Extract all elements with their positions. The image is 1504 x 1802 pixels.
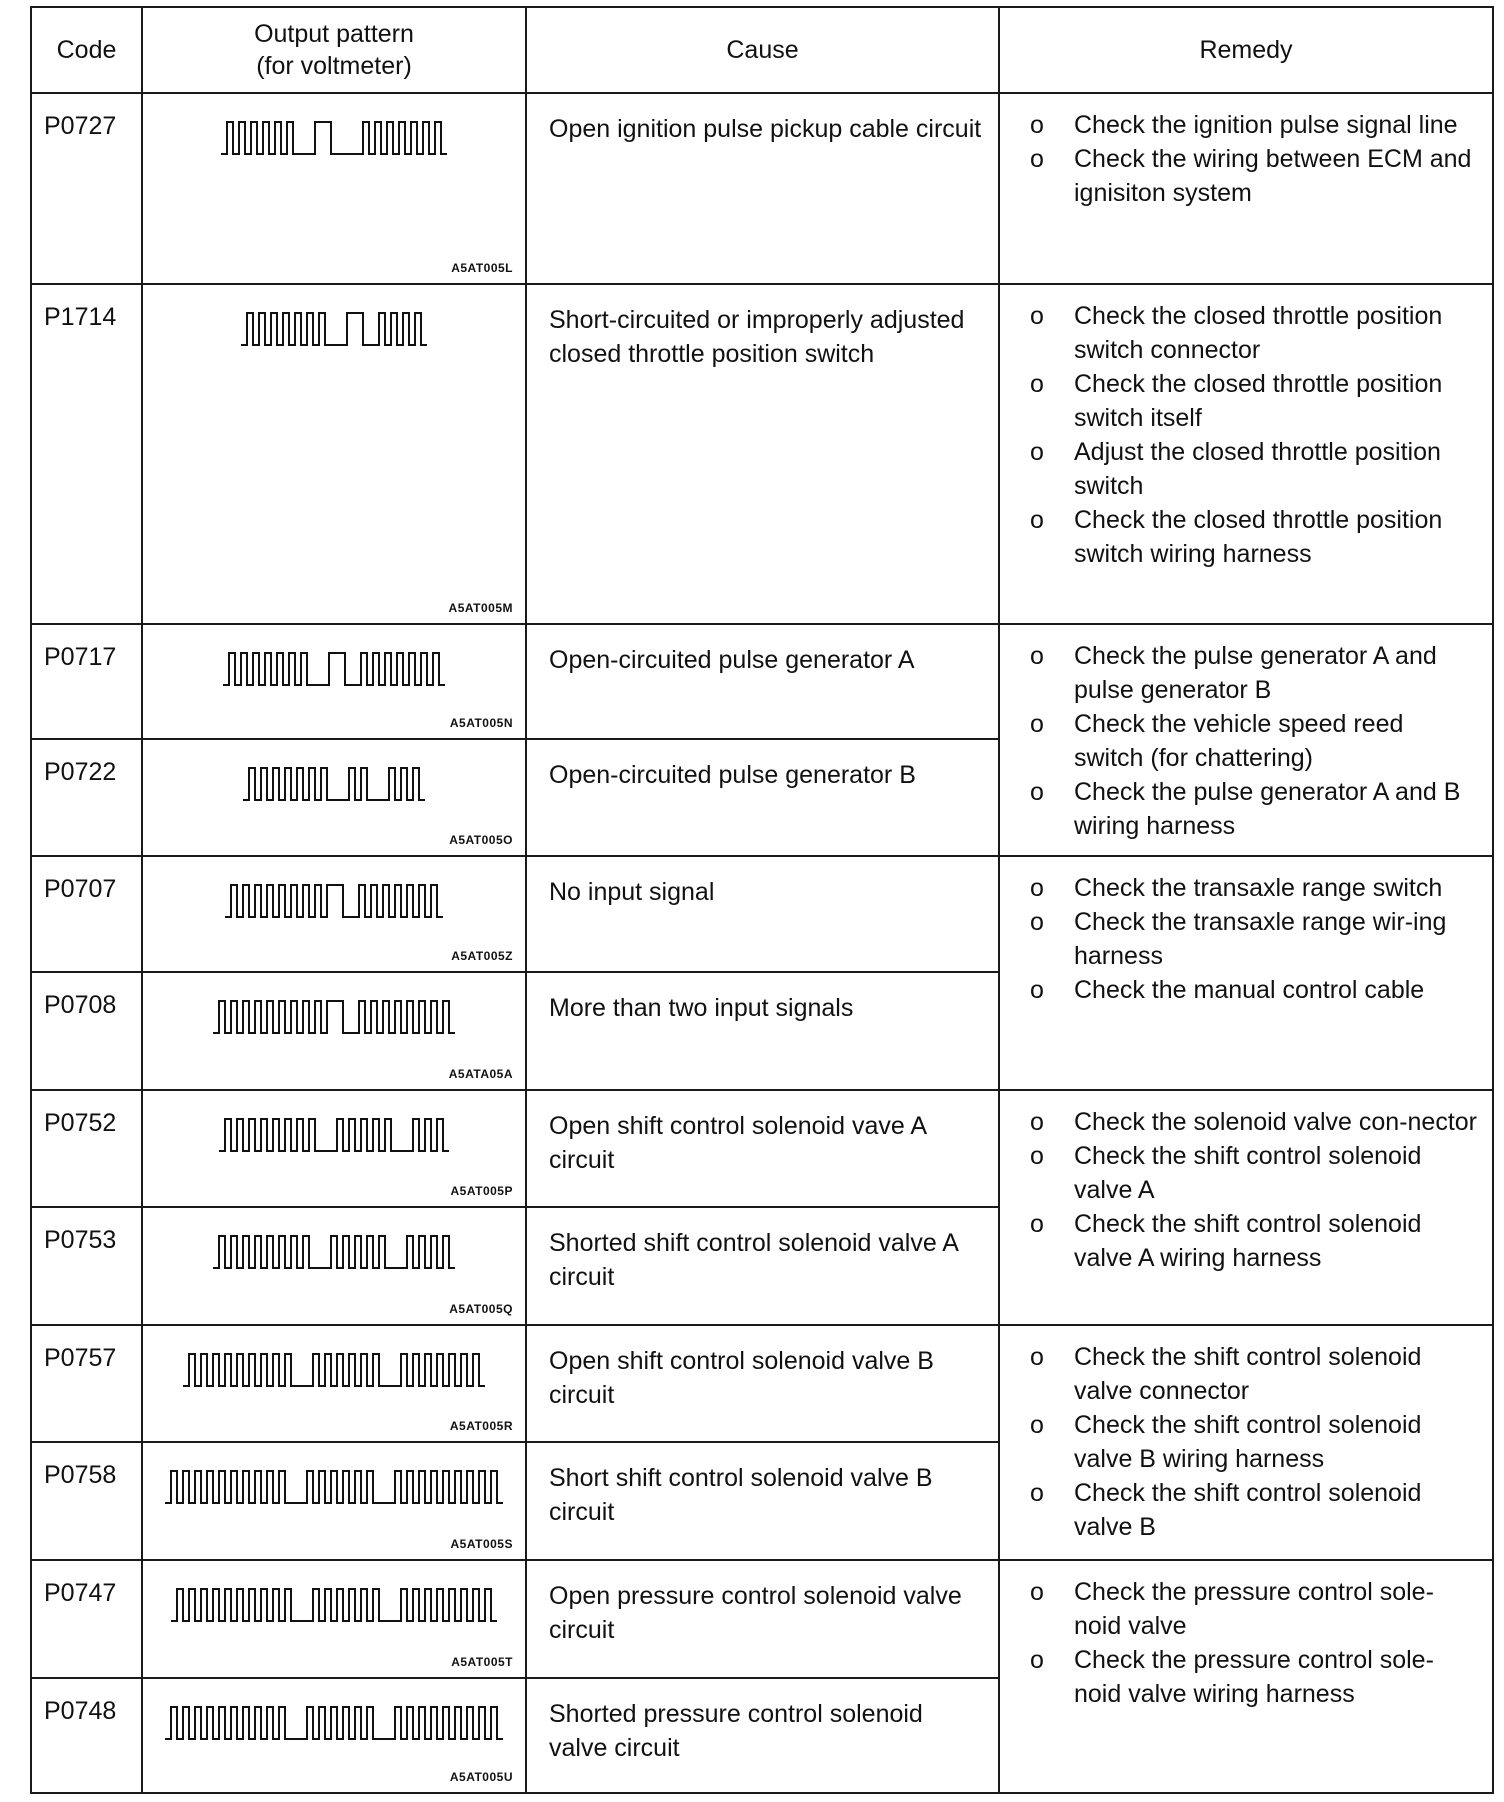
- dtc-code: P1714: [31, 284, 142, 625]
- waveform-path: [213, 1001, 455, 1033]
- bullet-mark: o: [1030, 1577, 1044, 1606]
- figure-id: A5AT005L: [451, 260, 513, 275]
- cause-text: No input signal: [526, 856, 999, 973]
- output-pattern-cell: [142, 972, 526, 1090]
- output-pattern-cell: [142, 1442, 526, 1560]
- dtc-code: P0753: [31, 1207, 142, 1325]
- voltmeter-waveform: [143, 740, 527, 840]
- remedy-item: [1024, 367, 1478, 435]
- cause-text: Shorted shift control solenoid valve A circuit: [526, 1207, 999, 1325]
- remedy-list: [1024, 1105, 1478, 1275]
- waveform-path: [165, 1707, 503, 1739]
- diagnostic-trouble-code-table: [30, 6, 1494, 1794]
- voltmeter-waveform: [143, 1091, 527, 1191]
- dtc-code: P0752: [31, 1090, 142, 1208]
- figure-id: A5AT005M: [448, 601, 513, 616]
- cause-text: More than two input signals: [526, 972, 999, 1090]
- remedy-list: [1024, 1575, 1478, 1711]
- voltmeter-waveform: [143, 1443, 527, 1543]
- remedy-text: Check the solenoid valve con-nector: [1074, 1107, 1478, 1136]
- table-row: [31, 1560, 1493, 1679]
- remedy-list: [1024, 1340, 1478, 1544]
- remedy-item: [1024, 871, 1478, 905]
- bullet-mark: o: [1030, 710, 1044, 739]
- output-pattern-cell: [142, 624, 526, 739]
- waveform-path: [225, 885, 443, 917]
- voltmeter-waveform: [143, 857, 527, 957]
- waveform-path: [171, 1589, 497, 1621]
- figure-id: A5AT005Q: [449, 1301, 513, 1316]
- dtc-code: P0708: [31, 972, 142, 1090]
- bullet-mark: o: [1030, 907, 1044, 936]
- remedy-item: [1024, 973, 1478, 1007]
- remedy-list: [1024, 108, 1478, 210]
- remedy-text: Check the shift control solenoid valve A: [1074, 1141, 1422, 1204]
- waveform-path: [221, 122, 447, 154]
- voltmeter-waveform: [143, 94, 527, 194]
- cause-text: Open ignition pulse pickup cable circuit: [526, 93, 999, 284]
- figure-id: A5AT005P: [450, 1184, 513, 1199]
- remedy-text: Check the vehicle speed reed switch (for chattering): [1074, 710, 1404, 773]
- figure-id: A5AT005U: [449, 1770, 513, 1784]
- bullet-mark: o: [1030, 778, 1044, 807]
- waveform-path: [223, 653, 445, 685]
- header-cause: Cause: [526, 7, 999, 93]
- bullet-mark: o: [1030, 1107, 1044, 1136]
- figure-id: A5AT005Z: [451, 949, 513, 964]
- remedy-item: [1024, 108, 1478, 142]
- output-pattern-cell: [142, 1207, 526, 1325]
- dtc-code: P0727: [31, 93, 142, 284]
- remedy-text: Check the shift control solenoid valve connector: [1074, 1342, 1422, 1405]
- remedy-text: Check the closed throttle position switch connector: [1074, 301, 1443, 364]
- bullet-mark: o: [1030, 873, 1044, 902]
- cause-text: Open pressure control solenoid valve circuit: [526, 1560, 999, 1679]
- table-row: [31, 1325, 1493, 1443]
- remedy-item: [1024, 1105, 1478, 1139]
- remedy-cell: [999, 856, 1493, 1090]
- figure-id: A5AT005R: [449, 1419, 513, 1434]
- remedy-text: Check the pressure control sole-noid valve wiring harness: [1074, 1645, 1434, 1708]
- dtc-code: P0722: [31, 739, 142, 856]
- bullet-mark: o: [1030, 642, 1044, 671]
- voltmeter-waveform: [143, 1679, 527, 1779]
- bullet-mark: o: [1030, 437, 1044, 466]
- remedy-text: Check the manual control cable: [1074, 975, 1425, 1004]
- remedy-text: Check the transaxle range wir-ing harness: [1074, 907, 1447, 970]
- remedy-item: [1024, 503, 1478, 571]
- remedy-text: Check the pulse generator A and B wiring harness: [1074, 778, 1461, 841]
- bullet-mark: o: [1030, 1141, 1044, 1170]
- remedy-list: [1024, 299, 1478, 571]
- remedy-text: Check the shift control solenoid valve A wiring harness: [1074, 1209, 1422, 1272]
- remedy-cell: [999, 1560, 1493, 1793]
- dtc-code: P0707: [31, 856, 142, 973]
- remedy-text: Check the pressure control sole-noid valve: [1074, 1577, 1434, 1640]
- table-row: [31, 624, 1493, 739]
- waveform-path: [213, 1236, 455, 1268]
- table-row: [31, 856, 1493, 973]
- output-pattern-cell: [142, 739, 526, 856]
- table-row: [31, 284, 1493, 625]
- table-row: [31, 1090, 1493, 1208]
- remedy-cell: [999, 93, 1493, 284]
- output-pattern-cell: [142, 1325, 526, 1443]
- remedy-item: [1024, 707, 1478, 775]
- cause-text: Open-circuited pulse generator B: [526, 739, 999, 856]
- remedy-cell: [999, 284, 1493, 625]
- remedy-item: [1024, 639, 1478, 707]
- voltmeter-waveform: [143, 1561, 527, 1661]
- figure-id: A5AT005S: [450, 1536, 513, 1551]
- remedy-text: Check the transaxle range switch: [1074, 873, 1443, 902]
- figure-id: A5AT005O: [449, 832, 513, 847]
- dtc-code: P0717: [31, 624, 142, 739]
- header-code: Code: [31, 7, 142, 93]
- bullet-mark: o: [1030, 145, 1044, 173]
- bullet-mark: o: [1030, 1410, 1044, 1439]
- remedy-item: [1024, 1340, 1478, 1408]
- cause-text: Short shift control solenoid valve B circuit: [526, 1442, 999, 1560]
- output-pattern-cell: [142, 1560, 526, 1679]
- voltmeter-waveform: [143, 973, 527, 1073]
- remedy-text: Check the wiring between ECM and ignisiton system: [1074, 145, 1472, 207]
- output-pattern-cell: [142, 1678, 526, 1793]
- cause-text: Open shift control solenoid vave A circuit: [526, 1090, 999, 1208]
- figure-id: A5AT005N: [449, 716, 513, 731]
- bullet-mark: o: [1030, 1342, 1044, 1371]
- output-pattern-cell: [142, 1090, 526, 1208]
- remedy-text: Adjust the closed throttle position switch: [1074, 437, 1441, 500]
- voltmeter-waveform: [143, 1326, 527, 1426]
- header-remedy: Remedy: [999, 7, 1493, 93]
- dtc-code: P0757: [31, 1325, 142, 1443]
- output-pattern-cell: [142, 856, 526, 973]
- remedy-item: [1024, 1575, 1478, 1643]
- dtc-code: P0758: [31, 1442, 142, 1560]
- voltmeter-waveform: [143, 625, 527, 725]
- remedy-list: [1024, 871, 1478, 1007]
- dtc-code: P0748: [31, 1678, 142, 1793]
- remedy-item: [1024, 905, 1478, 973]
- remedy-item: [1024, 1139, 1478, 1207]
- cause-text: Shorted pressure control solenoid valve circuit: [526, 1678, 999, 1793]
- figure-id: A5AT005T: [451, 1655, 513, 1670]
- remedy-text: Check the ignition pulse signal line: [1074, 111, 1458, 139]
- table-row: [31, 93, 1493, 284]
- waveform-path: [183, 1354, 485, 1386]
- cause-text: Short-circuited or improperly adjusted closed throttle position switch: [526, 284, 999, 625]
- cause-text: Open shift control solenoid valve B circuit: [526, 1325, 999, 1443]
- bullet-mark: o: [1030, 111, 1044, 139]
- bullet-mark: o: [1030, 1478, 1044, 1507]
- voltmeter-waveform: [143, 285, 527, 385]
- remedy-text: Check the pulse generator A and pulse generator B: [1074, 642, 1437, 705]
- remedy-text: Check the shift control solenoid valve B: [1074, 1478, 1422, 1541]
- bullet-mark: o: [1030, 1645, 1044, 1674]
- bullet-mark: o: [1030, 369, 1044, 398]
- output-pattern-cell: [142, 284, 526, 625]
- waveform-path: [243, 768, 425, 800]
- remedy-item: [1024, 1207, 1478, 1275]
- header-output-pattern: Output pattern (for voltmeter): [142, 7, 526, 93]
- remedy-item: [1024, 1476, 1478, 1544]
- remedy-list: [1024, 639, 1478, 843]
- remedy-item: [1024, 1408, 1478, 1476]
- voltmeter-waveform: [143, 1208, 527, 1308]
- bullet-mark: o: [1030, 1209, 1044, 1238]
- waveform-path: [241, 313, 427, 345]
- remedy-item: [1024, 1643, 1478, 1711]
- dtc-code: P0747: [31, 1560, 142, 1679]
- remedy-item: [1024, 435, 1478, 503]
- cause-text: Open-circuited pulse generator A: [526, 624, 999, 739]
- remedy-text: Check the shift control solenoid valve B wiring harness: [1074, 1410, 1422, 1473]
- output-pattern-cell: [142, 93, 526, 284]
- bullet-mark: o: [1030, 301, 1044, 330]
- remedy-text: Check the closed throttle position switch wiring harness: [1074, 505, 1443, 568]
- remedy-item: [1024, 299, 1478, 367]
- waveform-path: [165, 1471, 503, 1503]
- bullet-mark: o: [1030, 975, 1044, 1004]
- remedy-cell: [999, 1325, 1493, 1560]
- remedy-cell: [999, 1090, 1493, 1325]
- remedy-item: [1024, 775, 1478, 843]
- remedy-item: [1024, 142, 1478, 210]
- remedy-text: Check the closed throttle position switch itself: [1074, 369, 1443, 432]
- bullet-mark: o: [1030, 505, 1044, 534]
- figure-id: A5ATA05A: [448, 1066, 513, 1081]
- table-body: [31, 93, 1493, 1793]
- remedy-cell: [999, 624, 1493, 855]
- waveform-path: [219, 1119, 449, 1151]
